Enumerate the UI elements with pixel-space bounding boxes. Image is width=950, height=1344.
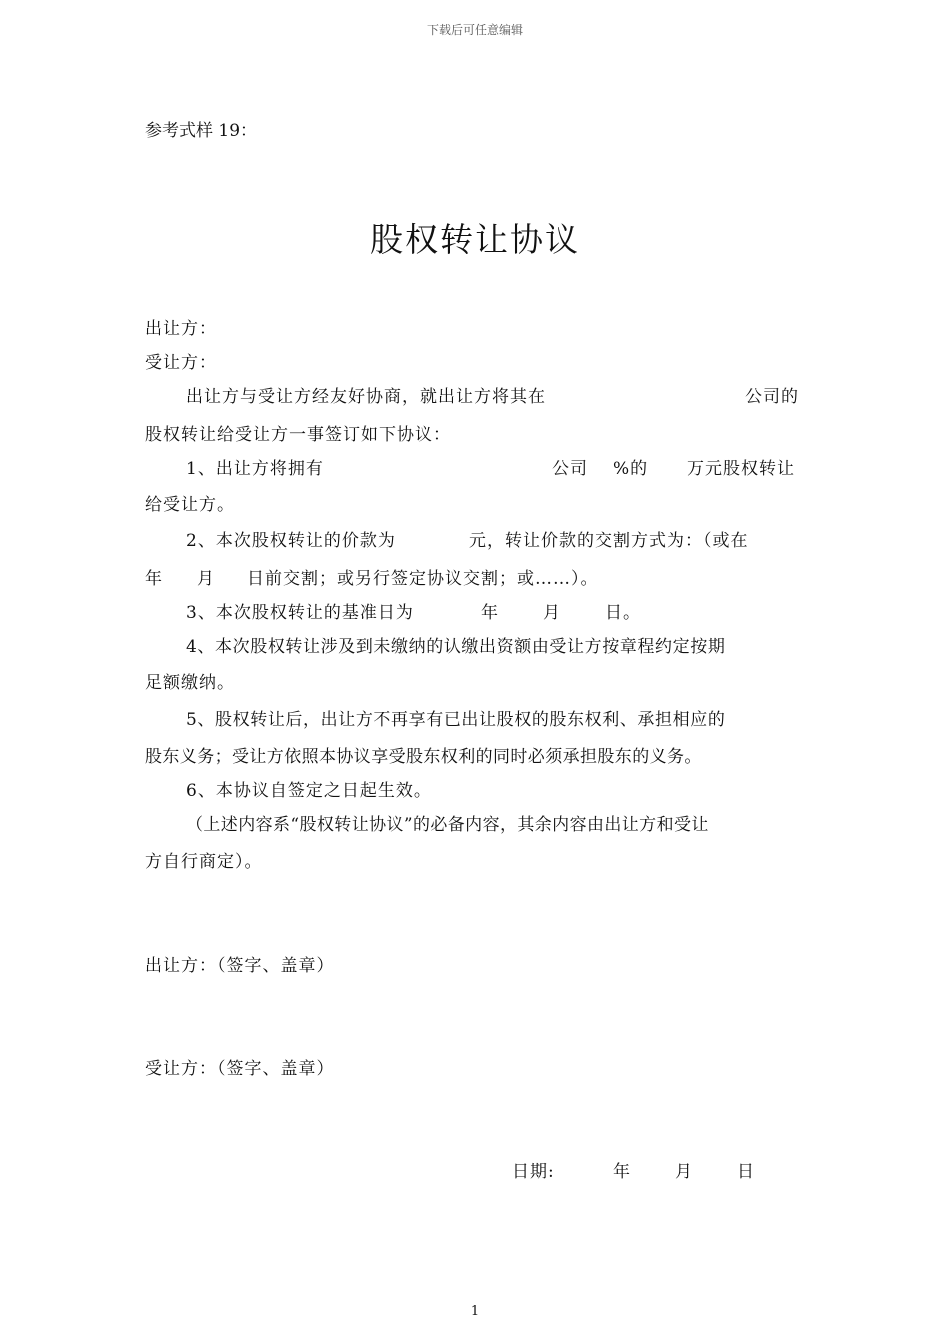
- clause-1-part-d: 万元股权转让: [687, 459, 795, 479]
- note-line-1: （上述内容系“股权转让协议”的必备内容，其余内容由出让方和受让: [186, 815, 709, 835]
- document-title: 股权转让协议: [370, 220, 580, 259]
- intro-line-1b: 公司的: [745, 387, 799, 407]
- transferor-label: 出让方：: [145, 319, 217, 339]
- clause-2-year: 年: [145, 569, 163, 589]
- transferor-signature: 出让方：（签字、盖章）: [145, 956, 335, 976]
- clause-2-part-e: 日前交割；或另行签定协议交割；或……）。: [247, 569, 599, 589]
- page-number: 1: [470, 1304, 480, 1319]
- date-year: 年: [613, 1162, 631, 1182]
- date-month: 月: [675, 1162, 693, 1182]
- date-day: 日: [737, 1162, 755, 1182]
- clause-3-month: 月: [543, 603, 561, 623]
- clause-2-month: 月: [197, 569, 215, 589]
- page-header: 下载后可任意编辑: [426, 23, 523, 37]
- clause-6: 6、本协议自签定之日起生效。: [186, 781, 432, 801]
- clause-5-part-b: 股东义务；受让方依照本协议享受股东权利的同时必须承担股东的义务。: [145, 747, 702, 767]
- clause-4-part-b: 足额缴纳。: [145, 673, 235, 693]
- intro-line-1a: 出让方与受让方经友好协商，就出让方将其在: [186, 387, 546, 407]
- clause-3-year: 年: [481, 603, 499, 623]
- clause-3-day: 日。: [605, 603, 641, 623]
- clause-4-part-a: 4、本次股权转让涉及到未缴纳的认缴出资额由受让方按章程约定按期: [186, 637, 726, 657]
- clause-1-part-e: 给受让方。: [145, 495, 235, 515]
- intro-line-2: 股权转让给受让方一事签订如下协议：: [145, 425, 451, 445]
- clause-3-part-a: 3、本次股权转让的基准日为: [186, 603, 414, 623]
- note-line-2: 方自行商定）。: [145, 852, 263, 872]
- clause-1-part-b: 公司: [552, 459, 588, 479]
- date-label: 日期:: [512, 1162, 555, 1182]
- reference-label: 参考式样 19：: [145, 121, 258, 141]
- clause-1-part-c: %的: [613, 459, 649, 479]
- clause-1-part-a: 1、出让方将拥有: [186, 459, 324, 479]
- clause-2-part-b: 元，转让价款的交割方式为：（或在: [469, 531, 749, 551]
- clause-2-part-a: 2、本次股权转让的价款为: [186, 531, 396, 551]
- clause-5-part-a: 5、股权转让后，出让方不再享有已出让股权的股东权利、承担相应的: [186, 710, 726, 730]
- transferee-label: 受让方：: [145, 353, 217, 373]
- transferee-signature: 受让方：（签字、盖章）: [145, 1059, 335, 1079]
